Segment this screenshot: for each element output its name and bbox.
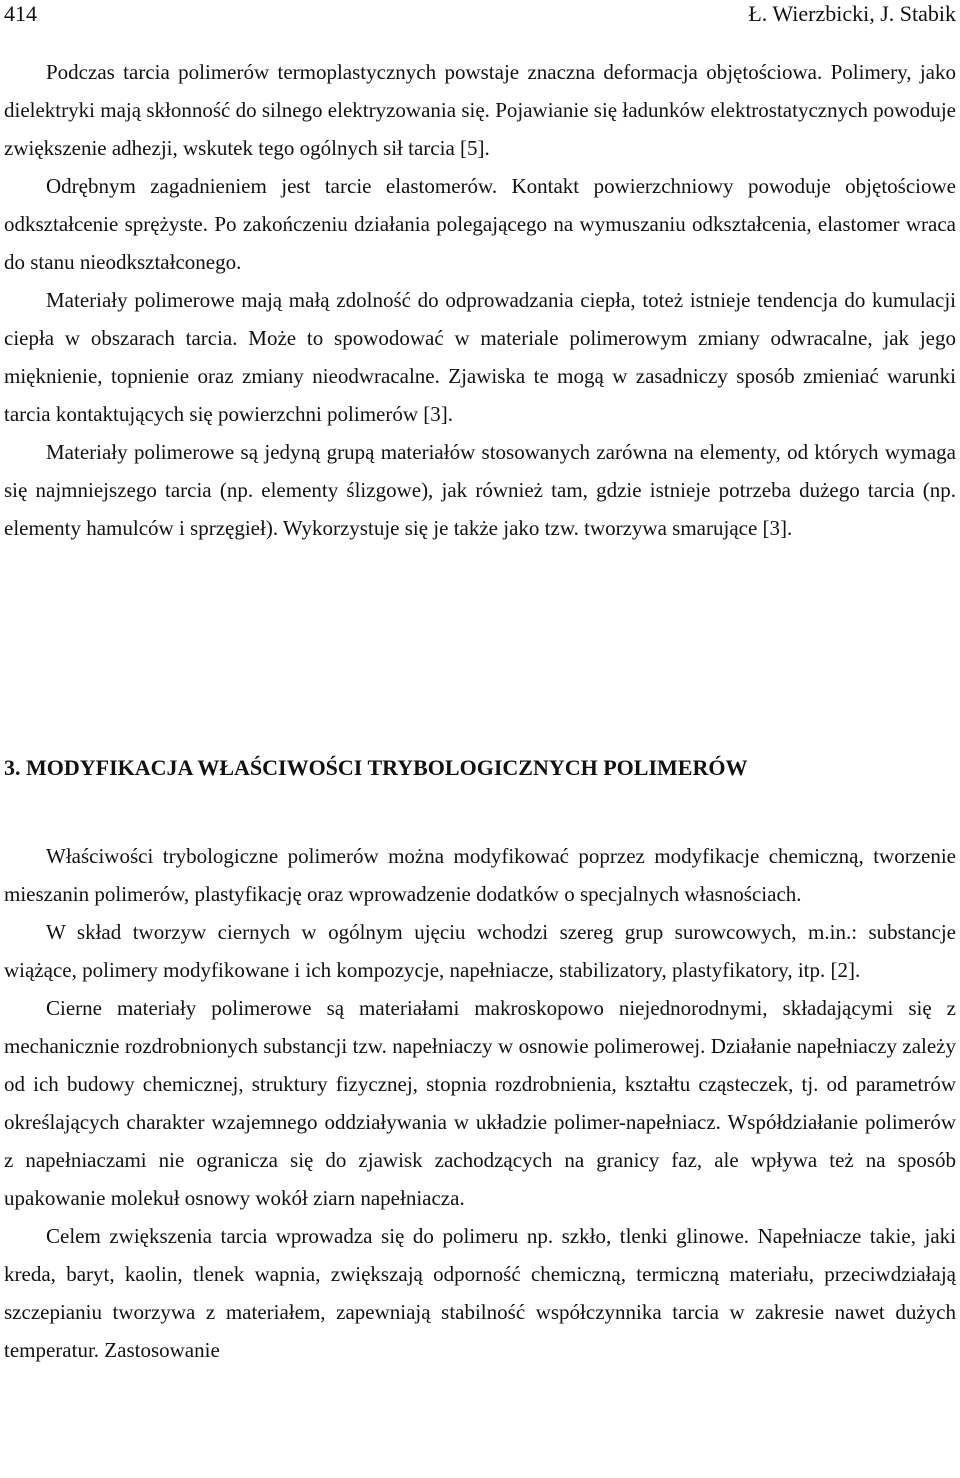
paragraph: Cierne materiały polimerowe są materiałami makroskopowo niejednorodnymi, składającymi się z mechanicznie rozdrobnionych substancji tzw. napełniaczy w osnowie polimerowej. Działanie napełniaczy zależy od ich budowy chemicznej, struktury fizycznej, stopnia rozdrobnienia, kształtu cząsteczek, tj. od parametrów określających charakter wzajemnego oddziaływania w układzie polimer-napełniacz. Współdziałanie polimerów z napełniaczami nie ogranicza się do zjawisk zachodzących na granicy faz, ale wpływa też na sposób upakowanie molekuł osnowy wokół ziarn napełniacza.	[4, 996, 956, 1210]
paragraph: Właściwości trybologiczne polimerów można modyfikować poprzez modyfikacje chemiczną, tworzenie mieszanin polimerów, plastyfikację oraz wprowadzenie dodatków o specjalnych własnościach.	[4, 844, 956, 906]
section-heading: 3. MODYFIKACJA WŁAŚCIWOŚCI TRYBOLOGICZNYCH POLIMERÓW	[4, 755, 748, 780]
paragraph: Materiały polimerowe są jedyną grupą materiałów stosowanych zarówna na elementy, od których wymaga się najmniejszego tarcia (np. elementy ślizgowe), jak również tam, gdzie istnieje potrzeba dużego tarcia (np. elementy hamulców i sprzęgieł). Wykorzystuje się je także jako tzw. tworzywa smarujące [3].	[4, 440, 956, 540]
running-header	[4, 0, 956, 30]
page-number: 414	[4, 1, 37, 26]
body-text-after-heading	[4, 837, 956, 1369]
paragraph: Celem zwiększenia tarcia wprowadza się do polimeru np. szkło, tlenki glinowe. Napełniacze takie, jaki kreda, baryt, kaolin, tlenek wapnia, zwiększają odporność chemiczną, termiczną materiału, przeciwdziałają szczepianiu tworzywa z materiałem, zapewniają stabilność współczynnika tarcia w zakresie nawet dużych temperatur. Zastosowanie	[4, 1224, 956, 1362]
running-authors: Ł. Wierzbicki, J. Stabik	[748, 1, 956, 26]
paragraph: Odrębnym zagadnieniem jest tarcie elastomerów. Kontakt powierzchniowy powoduje objętościowe odkształcenie sprężyste. Po zakończeniu działania polegającego na wymuszaniu odkształcenia, elastomer wraca do stanu nieodkształconego.	[4, 174, 956, 274]
paragraph: Materiały polimerowe mają małą zdolność do odprowadzania ciepła, toteż istnieje tendencja do kumulacji ciepła w obszarach tarcia. Może to spowodować w materiale polimerowym zmiany odwracalne, jak jego mięknienie, topnienie oraz zmiany nieodwracalne. Zjawiska te mogą w zasadniczy sposób zmieniać warunki tarcia kontaktujących się powierzchni polimerów [3].	[4, 288, 956, 426]
paragraph: Podczas tarcia polimerów termoplastycznych powstaje znaczna deformacja objętościowa. Polimery, jako dielektryki mają skłonność do silnego elektryzowania się. Pojawianie się ładunków elektrostatycznych powoduje zwiększenie adhezji, wskutek tego ogólnych sił tarcia [5].	[4, 60, 956, 160]
paragraph: W skład tworzyw ciernych w ogólnym ujęciu wchodzi szereg grup surowcowych, m.in.: substancje wiążące, polimery modyfikowane i ich kompozycje, napełniacze, stabilizatory, plastyfikatory, itp. [2].	[4, 920, 956, 982]
body-text-before-heading	[4, 53, 956, 547]
